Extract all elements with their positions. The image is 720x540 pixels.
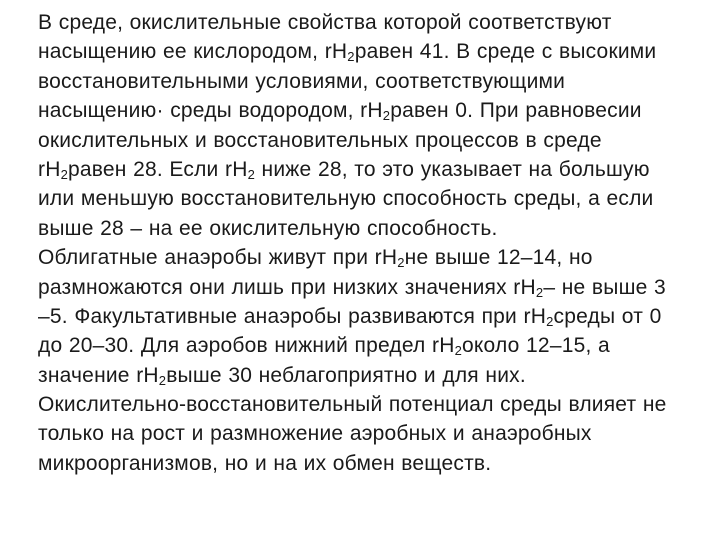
text-line [38, 67, 710, 96]
subscript: 2 [347, 49, 355, 65]
text-run: размножаются они лишь при низких значениях rH [38, 275, 536, 299]
text-line [38, 302, 710, 331]
text-run: выше 30 неблагоприятно и для них. [166, 363, 526, 387]
text-run: окислительных и восстановительных процессов в среде [38, 128, 602, 152]
subscript: 2 [546, 313, 554, 329]
body-text [38, 8, 710, 478]
text-run: Облигатные анаэробы живут при rH [38, 246, 398, 270]
text-line [38, 126, 710, 155]
text-run: выше 28 – на ее окислительную способность. [38, 216, 498, 240]
subscript: 2 [247, 166, 256, 182]
text-line [38, 96, 710, 125]
text-run: равен 41. В среде с высокими [354, 40, 657, 64]
text-line [38, 419, 710, 448]
text-run: Окислительно-восстановительный потенциал среды влияет не [38, 393, 667, 417]
text-run: не выше 12–14, но [404, 246, 593, 270]
text-run: ниже 28, то это указывает на большую [255, 157, 650, 181]
text-run: только на рост и размножение аэробных и анаэробных [38, 422, 592, 446]
text-run: среды от 0 [553, 304, 662, 328]
subscript: 2 [535, 284, 544, 300]
subscript: 2 [397, 255, 405, 271]
text-run: восстановительными условиями, соответствующими [38, 69, 566, 93]
text-line [38, 361, 710, 390]
text-run: равен 0. При равновесии [390, 99, 642, 123]
text-run: микроорганизмов, но и на их обмен веществ. [38, 451, 492, 475]
subscript: 2 [60, 166, 68, 182]
text-run: rH [38, 157, 61, 181]
text-line [38, 214, 710, 243]
text-line [38, 155, 710, 184]
text-run: насыщению· среды водородом, rH [38, 99, 383, 123]
text-line [38, 331, 710, 360]
subscript: 2 [454, 343, 463, 359]
text-line [38, 8, 710, 37]
text-run: В среде, окислительные свойства которой соответствуют [38, 11, 612, 34]
text-run: –5. Факультативные анаэробы развиваются при rH [38, 304, 547, 328]
text-line [38, 449, 710, 478]
text-line [38, 243, 710, 272]
text-run: равен 28. Если rH [68, 157, 248, 181]
text-line [38, 184, 710, 213]
text-run: – не выше 3 [543, 275, 666, 299]
text-run: насыщению ее кислородом, rH [38, 40, 348, 64]
text-run: значение rH [38, 363, 159, 387]
subscript: 2 [158, 372, 167, 388]
text-run: до 20–30. Для аэробов нижний предел rH [38, 334, 455, 358]
text-run: или меньшую восстановительную способность среды, а если [38, 187, 654, 211]
text-line [38, 273, 710, 302]
text-line [38, 37, 710, 66]
text-line [38, 390, 710, 419]
text-run: около 12–15, а [462, 334, 610, 358]
subscript: 2 [382, 108, 391, 124]
